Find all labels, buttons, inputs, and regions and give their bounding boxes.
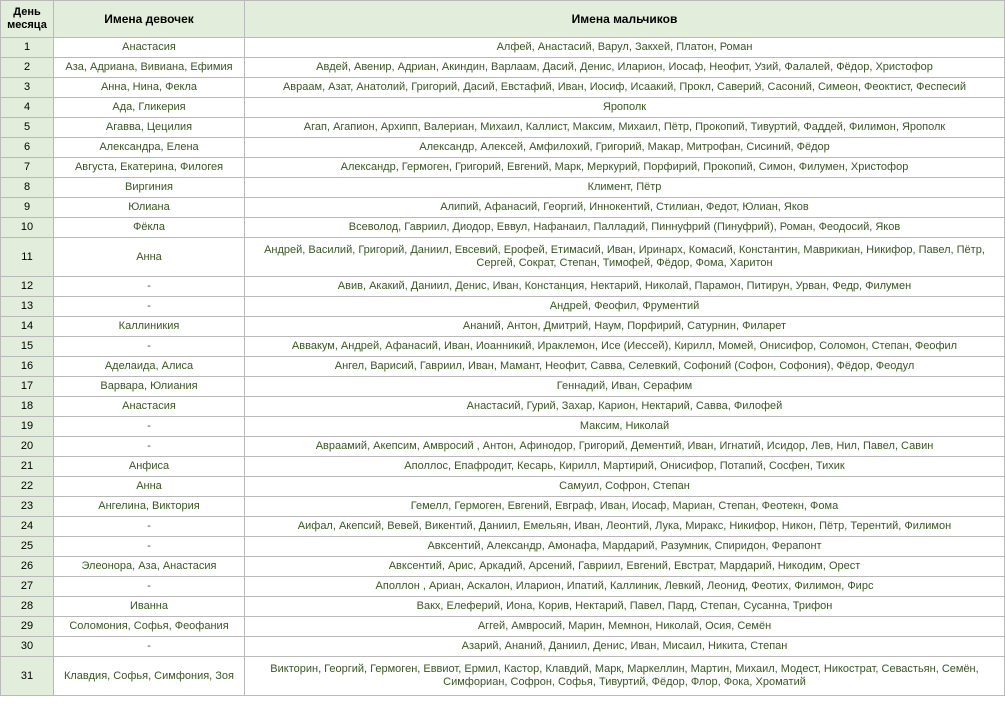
table-row (1, 78, 1005, 98)
table-row (1, 577, 1005, 597)
day-cell: 15 (1, 337, 54, 357)
boys-names-cell: Андрей, Василий, Григорий, Даниил, Евсевий, Ерофей, Етимасий, Иван, Иринарх, Комасий, Константин, Маврикиан, Никифор, Павел, Пётр, Сергей, Сократ, Степан, Тимофей, Фёдор, Фома, Харитон (245, 238, 1005, 277)
table-row (1, 297, 1005, 317)
boys-names-cell: Авксентий, Арис, Аркадий, Арсений, Гавриил, Евгений, Евстрат, Мардарий, Никодим, Орест (245, 557, 1005, 577)
table-row (1, 637, 1005, 657)
day-cell: 31 (1, 657, 54, 696)
day-cell: 21 (1, 457, 54, 477)
day-cell: 8 (1, 178, 54, 198)
girls-names-cell: - (54, 417, 245, 437)
boys-names-cell: Аифал, Акепсий, Вевей, Викентий, Даниил, Емельян, Иван, Леонтий, Лука, Миракс, Никифор, Никон, Пётр, Терентий, Филимон (245, 517, 1005, 537)
boys-names-cell: Аггей, Амвросий, Марин, Мемнон, Николай, Осия, Семён (245, 617, 1005, 637)
boys-names-cell: Авраам, Азат, Анатолий, Григорий, Дасий, Евстафий, Иван, Иосиф, Исаакий, Прокл, Саверий, Сасоний, Симеон, Феоктист, Феспесий (245, 78, 1005, 98)
girls-names-cell: - (54, 577, 245, 597)
boys-names-cell: Самуил, Софрон, Степан (245, 477, 1005, 497)
table-row (1, 457, 1005, 477)
header-day: День месяца (1, 1, 54, 38)
girls-names-cell: Ада, Гликерия (54, 98, 245, 118)
day-cell: 16 (1, 357, 54, 377)
girls-names-cell: Юлиана (54, 198, 245, 218)
girls-names-cell: Соломония, Софья, Феофания (54, 617, 245, 637)
day-cell: 19 (1, 417, 54, 437)
girls-names-cell: Аза, Адриана, Вивиана, Ефимия (54, 58, 245, 78)
boys-names-cell: Авив, Акакий, Даниил, Денис, Иван, Констанция, Нектарий, Николай, Парамон, Питирун, Урван, Федр, Филумен (245, 277, 1005, 297)
table-row (1, 417, 1005, 437)
girls-names-cell: Анна (54, 477, 245, 497)
girls-names-cell: Анна, Нина, Фекла (54, 78, 245, 98)
table-row (1, 337, 1005, 357)
table-row (1, 198, 1005, 218)
boys-names-cell: Александр, Гермоген, Григорий, Евгений, Марк, Меркурий, Порфирий, Прокопий, Симон, Филумен, Христофор (245, 158, 1005, 178)
table-row (1, 397, 1005, 417)
table-row (1, 58, 1005, 78)
table-row (1, 477, 1005, 497)
day-cell: 30 (1, 637, 54, 657)
girls-names-cell: Варвара, Юлиания (54, 377, 245, 397)
girls-names-cell: Элеонора, Аза, Анастасия (54, 557, 245, 577)
table-row (1, 218, 1005, 238)
day-cell: 14 (1, 317, 54, 337)
girls-names-cell: - (54, 517, 245, 537)
girls-names-cell: Фёкла (54, 218, 245, 238)
table-row (1, 238, 1005, 277)
day-cell: 10 (1, 218, 54, 238)
girls-names-cell: Аделаида, Алиса (54, 357, 245, 377)
day-cell: 27 (1, 577, 54, 597)
day-cell: 29 (1, 617, 54, 637)
boys-names-cell: Агап, Агапион, Архипп, Валериан, Михаил, Каллист, Максим, Михаил, Пётр, Прокопий, Тивуртий, Фаддей, Филимон, Ярополк (245, 118, 1005, 138)
table-row (1, 377, 1005, 397)
boys-names-cell: Аввакум, Андрей, Афанасий, Иван, Иоанникий, Ираклемон, Исе (Иессей), Кирилл, Момей, Онисифор, Соломон, Степан, Феофил (245, 337, 1005, 357)
day-cell: 3 (1, 78, 54, 98)
girls-names-cell: - (54, 537, 245, 557)
boys-names-cell: Всеволод, Гавриил, Диодор, Еввул, Нафанаил, Палладий, Пиннуфрий (Пинуфрий), Роман, Феодосий, Яков (245, 218, 1005, 238)
boys-names-cell: Геннадий, Иван, Серафим (245, 377, 1005, 397)
header-girls: Имена девочек (54, 1, 245, 38)
boys-names-cell: Ангел, Варисий, Гавриил, Иван, Мамант, Неофит, Савва, Селевкий, Софоний (Софон, Софония), Фёдор, Феодул (245, 357, 1005, 377)
day-cell: 11 (1, 238, 54, 277)
boys-names-cell: Вакх, Елеферий, Иона, Корив, Нектарий, Павел, Пард, Степан, Сусанна, Трифон (245, 597, 1005, 617)
day-cell: 7 (1, 158, 54, 178)
header-boys: Имена мальчиков (245, 1, 1005, 38)
table-row (1, 317, 1005, 337)
boys-names-cell: Аполлон , Ариан, Аскалон, Иларион, Ипатий, Каллиник, Левкий, Леонид, Феотих, Филимон, Фирс (245, 577, 1005, 597)
day-cell: 13 (1, 297, 54, 317)
day-cell: 2 (1, 58, 54, 78)
boys-names-cell: Максим, Николай (245, 417, 1005, 437)
boys-names-cell: Авраамий, Акепсим, Амвросий , Антон, Афинодор, Григорий, Дементий, Иван, Игнатий, Исидор, Лев, Нил, Павел, Савин (245, 437, 1005, 457)
day-cell: 17 (1, 377, 54, 397)
day-cell: 9 (1, 198, 54, 218)
girls-names-cell: Александра, Елена (54, 138, 245, 158)
table-row (1, 357, 1005, 377)
day-cell: 6 (1, 138, 54, 158)
girls-names-cell: - (54, 337, 245, 357)
boys-names-cell: Азарий, Ананий, Даниил, Денис, Иван, Мисаил, Никита, Степан (245, 637, 1005, 657)
boys-names-cell: Андрей, Феофил, Фрументий (245, 297, 1005, 317)
day-cell: 1 (1, 38, 54, 58)
boys-names-cell: Ярополк (245, 98, 1005, 118)
boys-names-cell: Алипий, Афанасий, Георгий, Иннокентий, Стилиан, Федот, Юлиан, Яков (245, 198, 1005, 218)
girls-names-cell: - (54, 437, 245, 457)
table-row (1, 277, 1005, 297)
table-row (1, 617, 1005, 637)
day-cell: 12 (1, 277, 54, 297)
girls-names-cell: Агавва, Цецилия (54, 118, 245, 138)
girls-names-cell: Клавдия, Софья, Симфония, Зоя (54, 657, 245, 696)
girls-names-cell: - (54, 637, 245, 657)
day-cell: 23 (1, 497, 54, 517)
table-row (1, 138, 1005, 158)
table-row (1, 517, 1005, 537)
day-cell: 22 (1, 477, 54, 497)
girls-names-cell: - (54, 277, 245, 297)
table-row (1, 497, 1005, 517)
boys-names-cell: Викторин, Георгий, Гермоген, Еввиот, Ермил, Кастор, Клавдий, Марк, Маркеллин, Мартин, Михаил, Модест, Никострат, Севастьян, Семён, Симфориан, Софрон, Софья, Тивуртий, Фёдор, Флор, Фока, Хроматий (245, 657, 1005, 696)
girls-names-cell: Каллиникия (54, 317, 245, 337)
table-row (1, 557, 1005, 577)
table-row (1, 537, 1005, 557)
table-row (1, 158, 1005, 178)
boys-names-cell: Анастасий, Гурий, Захар, Карион, Нектарий, Савва, Филофей (245, 397, 1005, 417)
boys-names-cell: Климент, Пётр (245, 178, 1005, 198)
day-cell: 25 (1, 537, 54, 557)
day-cell: 24 (1, 517, 54, 537)
day-cell: 5 (1, 118, 54, 138)
boys-names-cell: Авдей, Авенир, Адриан, Акиндин, Варлаам, Дасий, Денис, Иларион, Иосаф, Неофит, Узий, Фалалей, Фёдор, Христофор (245, 58, 1005, 78)
table-row (1, 98, 1005, 118)
girls-names-cell: Виргиния (54, 178, 245, 198)
day-cell: 4 (1, 98, 54, 118)
girls-names-cell: Анфиса (54, 457, 245, 477)
boys-names-cell: Гемелл, Гермоген, Евгений, Евграф, Иван, Иосаф, Мариан, Степан, Феотекн, Фома (245, 497, 1005, 517)
boys-names-cell: Аполлос, Епафродит, Кесарь, Кирилл, Мартирий, Онисифор, Потапий, Сосфен, Тихик (245, 457, 1005, 477)
girls-names-cell: Августа, Екатерина, Филогея (54, 158, 245, 178)
boys-names-cell: Алфей, Анастасий, Варул, Закхей, Платон, Роман (245, 38, 1005, 58)
boys-names-cell: Ананий, Антон, Дмитрий, Наум, Порфирий, Сатурнин, Филарет (245, 317, 1005, 337)
girls-names-cell: Анастасия (54, 397, 245, 417)
table-row (1, 657, 1005, 696)
day-cell: 26 (1, 557, 54, 577)
girls-names-cell: Анастасия (54, 38, 245, 58)
table-row (1, 597, 1005, 617)
girls-names-cell: Ангелина, Виктория (54, 497, 245, 517)
day-cell: 20 (1, 437, 54, 457)
table-header-row (1, 1, 1005, 38)
table-row (1, 118, 1005, 138)
boys-names-cell: Александр, Алексей, Амфилохий, Григорий, Макар, Митрофан, Сисиний, Фёдор (245, 138, 1005, 158)
table-row (1, 437, 1005, 457)
girls-names-cell: Анна (54, 238, 245, 277)
boys-names-cell: Авксентий, Александр, Амонафа, Мардарий, Разумник, Спиридон, Ферапонт (245, 537, 1005, 557)
table-row (1, 178, 1005, 198)
table-row (1, 38, 1005, 58)
girls-names-cell: Иванна (54, 597, 245, 617)
day-cell: 18 (1, 397, 54, 417)
day-cell: 28 (1, 597, 54, 617)
girls-names-cell: - (54, 297, 245, 317)
